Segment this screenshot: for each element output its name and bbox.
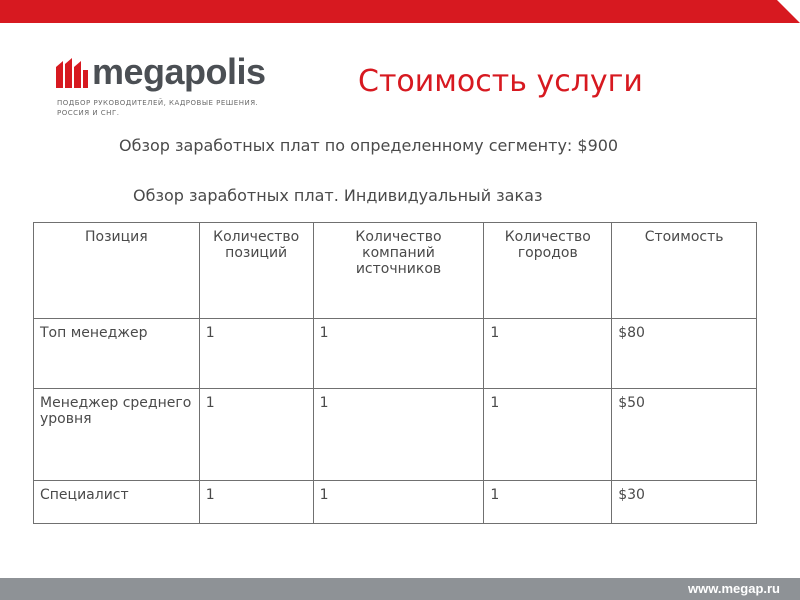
header-positions-count: Количество позиций [199,223,313,319]
top-accent-bar [0,0,800,23]
cell-positions-count: 1 [199,389,313,481]
cell-cities-count: 1 [484,389,612,481]
individual-order-heading: Обзор заработных плат. Индивидуальный заказ [133,186,543,205]
header-position: Позиция [34,223,200,319]
header-cost: Стоимость [612,223,757,319]
cell-cities-count: 1 [484,319,612,389]
cell-cities-count: 1 [484,481,612,524]
logo-wordmark: megapolis [92,51,266,92]
top-bar-notch [777,0,800,23]
table-row [34,481,757,524]
cell-positions-count: 1 [199,319,313,389]
table-header-row [34,223,757,319]
cell-companies-count: 1 [313,389,484,481]
cell-cost: $50 [612,389,757,481]
segment-review-price: Обзор заработных плат по определенному сегменту: $900 [119,136,619,155]
cell-position: Топ менеджер [34,319,200,389]
footer-bar [0,578,800,600]
cell-position: Специалист [34,481,200,524]
table-row [34,319,757,389]
cell-cost: $30 [612,481,757,524]
building-logo-icon [55,58,89,88]
cell-position: Менеджер среднего уровня [34,389,200,481]
cell-companies-count: 1 [313,319,484,389]
megapolis-logo [55,51,285,118]
header-cities-count: Количество городов [484,223,612,319]
website-link[interactable]: www.megap.ru [688,581,780,596]
table-row [34,389,757,481]
header-source-companies-count: Количество компаний источников [313,223,484,319]
logo-tagline: ПОДБОР РУКОВОДИТЕЛЕЙ, КАДРОВЫЕ РЕШЕНИЯ. РОССИЯ И СНГ. [57,99,259,117]
cell-companies-count: 1 [313,481,484,524]
cell-positions-count: 1 [199,481,313,524]
cell-cost: $80 [612,319,757,389]
pricing-table [33,222,757,524]
slide-title: Стоимость услуги [358,64,643,99]
